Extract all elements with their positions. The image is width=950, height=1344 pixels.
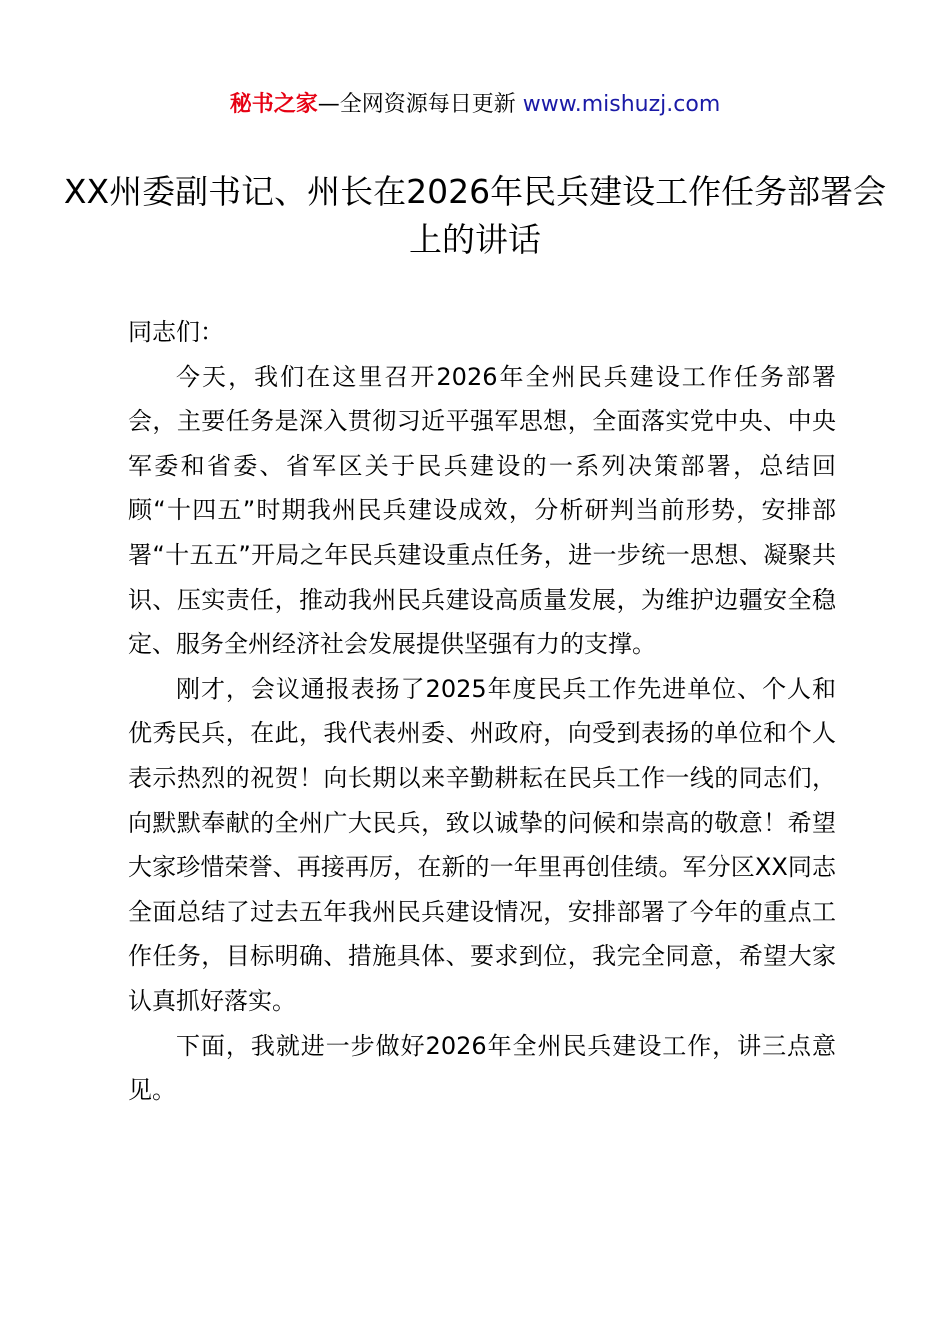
site-url-link[interactable]: www.mishuzj.com (522, 92, 721, 117)
salutation: 同志们： (128, 318, 224, 346)
paragraph-2: 刚才，会议通报表扬了2025年度民兵工作先进单位、个人和优秀民兵，在此，我代表州委、州政府，向受到表扬的单位和个人表示热烈的祝贺！向长期以来辛勤耕耘在民兵工作一线的同志们，向默默奉献的全州广大民兵，致以诚挚的问候和崇高的敬意！希望大家珍惜荣誉、再接再厉，在新的一年里再创佳绩。军分区XX同志全面总结了过去五年我州民兵建设情况，安排部署了今年的重点工作任务，目标明确、措施具体、要求到位，我完全同意，希望大家认真抓好落实。 (128, 674, 836, 1015)
paragraph-1: 今天，我们在这里召开2026年全州民兵建设工作任务部署会，主要任务是深入贯彻习近平强军思想，全面落实党中央、中央军委和省委、省军区关于民兵建设的一系列决策部署，总结回顾“十四五”时期我州民兵建设成效，分析研判当前形势，安排部署“十五五”开局之年民兵建设重点任务，进一步统一思想、凝聚共识、压实责任，推动我州民兵建设高质量发展，为维护边疆安全稳定、服务全州经济社会发展提供坚强有力的支撑。 (128, 362, 836, 659)
document-title: XX州委副书记、州长在2026年民兵建设工作任务部署会上的讲话 (63, 172, 887, 259)
site-tagline: —全网资源每日更新 (317, 92, 523, 117)
site-brand: 秘书之家 (229, 92, 318, 117)
document-body (128, 310, 836, 1113)
paragraph-3: 下面，我就进一步做好2026年全州民兵建设工作，讲三点意见。 (128, 1031, 836, 1105)
site-header (0, 88, 950, 122)
